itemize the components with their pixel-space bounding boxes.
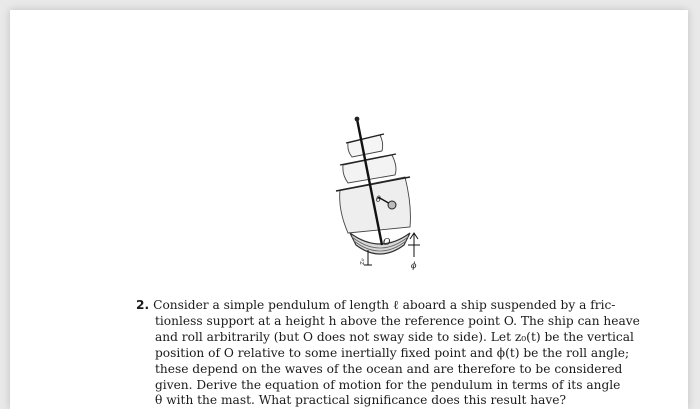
- document-sheet: [10, 10, 688, 409]
- phi-label: ϕ: [411, 261, 417, 270]
- ship-pendulum-figure: [310, 105, 450, 285]
- problem-text: [136, 298, 640, 409]
- z0-label: z₀: [358, 258, 366, 265]
- pendulum-bob: [388, 201, 396, 209]
- problem-line-2: tionless support at a height h above the reference point O. The ship can heave: [155, 313, 640, 328]
- problem-line-5: these depend on the waves of the ocean and are therefore to be considered: [155, 361, 623, 376]
- point-o-label: O: [383, 238, 391, 248]
- problem-number: 2.: [136, 298, 150, 312]
- problem-line-4: position of O relative to some inertially fixed point and ϕ(t) be the roll angle;: [155, 345, 630, 360]
- ship-diagram: [310, 105, 450, 285]
- problem-line-7: θ with the mast. What practical significance does this result have?: [155, 393, 567, 408]
- problem-line-1: 2. Consider a simple pendulum of length ℓ aboard a ship suspended by a fric-: [136, 298, 616, 312]
- theta-label: θ: [376, 195, 381, 204]
- problem-line-6: given. Derive the equation of motion for the pendulum in terms of its angle: [155, 377, 621, 392]
- problem-line-3: and roll arbitrarily (but O does not sway side to side). Let z₀(t) be the vertical: [155, 329, 634, 344]
